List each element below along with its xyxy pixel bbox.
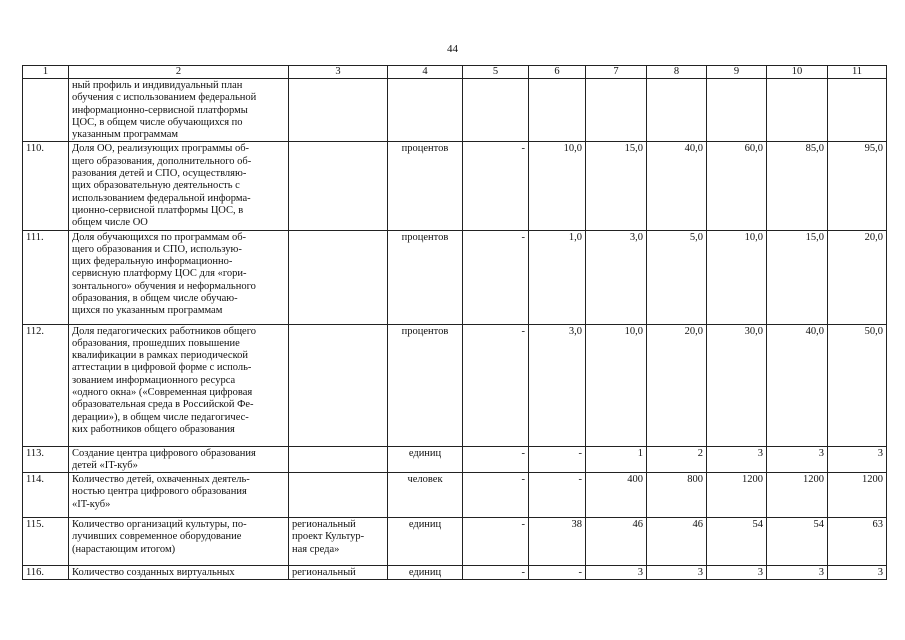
column-header: 6	[529, 66, 586, 79]
source-project: региональный проект Культур- ная среда»	[289, 518, 388, 566]
row-number: 113.	[23, 446, 69, 473]
value-col-8: 2	[647, 446, 707, 473]
value-col-11: 20,0	[828, 230, 887, 324]
value-col-6	[529, 79, 586, 142]
table-row	[23, 446, 887, 473]
value-col-7: 400	[586, 473, 647, 518]
indicator-name: Количество детей, охваченных деятель- ностью центра цифрового образования «IT-куб»	[69, 473, 289, 518]
value-col-7	[586, 79, 647, 142]
row-number	[23, 79, 69, 142]
indicator-name: Создание центра цифрового образования детей «IT-куб»	[69, 446, 289, 473]
value-col-10	[767, 79, 828, 142]
value-col-9: 60,0	[707, 142, 767, 230]
table-row	[23, 142, 887, 230]
unit-of-measure: процентов	[388, 142, 463, 230]
value-col-8	[647, 79, 707, 142]
value-col-6: 1,0	[529, 230, 586, 324]
indicator-name: ный профиль и индивидуальный план обучения с использованием федеральной информационно-сервисной платформы ЦОС, в общем числе обучающихся по указанным программам	[69, 79, 289, 142]
indicator-name: Количество созданных виртуальных	[69, 566, 289, 580]
value-col-9: 10,0	[707, 230, 767, 324]
value-col-10: 40,0	[767, 324, 828, 446]
value-col-9: 30,0	[707, 324, 767, 446]
indicator-name: Количество организаций культуры, по- лучивших современное оборудование (нарастающим итогом)	[69, 518, 289, 566]
value-col-11: 95,0	[828, 142, 887, 230]
value-col-6: -	[529, 473, 586, 518]
value-col-6: 3,0	[529, 324, 586, 446]
value-col-9: 1200	[707, 473, 767, 518]
value-col-7: 3,0	[586, 230, 647, 324]
unit-of-measure: человек	[388, 473, 463, 518]
value-col-7: 15,0	[586, 142, 647, 230]
table-row	[23, 473, 887, 518]
table-row	[23, 79, 887, 142]
value-col-8: 20,0	[647, 324, 707, 446]
value-col-11	[828, 79, 887, 142]
value-col-10: 15,0	[767, 230, 828, 324]
source-project	[289, 324, 388, 446]
value-col-7: 1	[586, 446, 647, 473]
value-col-9: 3	[707, 446, 767, 473]
value-col-5: -	[463, 473, 529, 518]
table-row	[23, 518, 887, 566]
column-header: 2	[69, 66, 289, 79]
value-col-11: 3	[828, 566, 887, 580]
source-project	[289, 230, 388, 324]
row-number: 115.	[23, 518, 69, 566]
value-col-8: 46	[647, 518, 707, 566]
value-col-5: -	[463, 518, 529, 566]
table-row	[23, 324, 887, 446]
unit-of-measure	[388, 79, 463, 142]
value-col-11: 3	[828, 446, 887, 473]
unit-of-measure: процентов	[388, 230, 463, 324]
indicators-table	[22, 65, 887, 580]
column-header: 5	[463, 66, 529, 79]
value-col-9: 54	[707, 518, 767, 566]
column-header: 9	[707, 66, 767, 79]
value-col-5: -	[463, 566, 529, 580]
value-col-7: 46	[586, 518, 647, 566]
indicator-name: Доля обучающихся по программам об- щего образования и СПО, использую- щих федеральную информационно- сервисную платформу ЦОС для «гори- зонтального» обучения и неформального образования, в общем числе обучаю- щихся по указанным программам	[69, 230, 289, 324]
unit-of-measure: процентов	[388, 324, 463, 446]
table-row	[23, 566, 887, 580]
value-col-11: 63	[828, 518, 887, 566]
value-col-8: 40,0	[647, 142, 707, 230]
page-number: 44	[447, 43, 458, 55]
unit-of-measure: единиц	[388, 518, 463, 566]
row-number: 116.	[23, 566, 69, 580]
value-col-11: 1200	[828, 473, 887, 518]
source-project	[289, 446, 388, 473]
value-col-7: 10,0	[586, 324, 647, 446]
column-header: 11	[828, 66, 887, 79]
value-col-6: 38	[529, 518, 586, 566]
value-col-9	[707, 79, 767, 142]
value-col-8: 5,0	[647, 230, 707, 324]
value-col-10: 3	[767, 446, 828, 473]
unit-of-measure: единиц	[388, 566, 463, 580]
value-col-5	[463, 79, 529, 142]
column-header: 7	[586, 66, 647, 79]
value-col-9: 3	[707, 566, 767, 580]
column-header: 8	[647, 66, 707, 79]
unit-of-measure: единиц	[388, 446, 463, 473]
value-col-10: 3	[767, 566, 828, 580]
source-project	[289, 473, 388, 518]
value-col-8: 800	[647, 473, 707, 518]
value-col-10: 1200	[767, 473, 828, 518]
table-row	[23, 230, 887, 324]
value-col-8: 3	[647, 566, 707, 580]
value-col-5: -	[463, 446, 529, 473]
header-row	[23, 66, 887, 79]
value-col-5: -	[463, 324, 529, 446]
value-col-5: -	[463, 142, 529, 230]
row-number: 111.	[23, 230, 69, 324]
column-header: 4	[388, 66, 463, 79]
source-project: региональный	[289, 566, 388, 580]
column-header: 1	[23, 66, 69, 79]
row-number: 114.	[23, 473, 69, 518]
value-col-10: 85,0	[767, 142, 828, 230]
source-project	[289, 79, 388, 142]
indicator-name: Доля ОО, реализующих программы об- щего образования, дополнительного об- разования детей и СПО, осуществляю- щих образовательную деятельность с использованием федеральной информа- ционно-сервисной платформы ЦОС, в общем числе ОО	[69, 142, 289, 230]
value-col-6: -	[529, 446, 586, 473]
row-number: 112.	[23, 324, 69, 446]
value-col-6: 10,0	[529, 142, 586, 230]
value-col-11: 50,0	[828, 324, 887, 446]
column-header: 10	[767, 66, 828, 79]
column-header: 3	[289, 66, 388, 79]
row-number: 110.	[23, 142, 69, 230]
source-project	[289, 142, 388, 230]
value-col-5: -	[463, 230, 529, 324]
value-col-7: 3	[586, 566, 647, 580]
value-col-6: -	[529, 566, 586, 580]
value-col-10: 54	[767, 518, 828, 566]
indicator-name: Доля педагогических работников общего образования, прошедших повышение квалификации в рамках периодической аттестации в цифровой форме с исполь- зованием информационного ресурса «одного окна» («Современная цифровая образовательная среда в Российской Фе- дерации»), в общем числе педагогичес- ких работников общего образования	[69, 324, 289, 446]
